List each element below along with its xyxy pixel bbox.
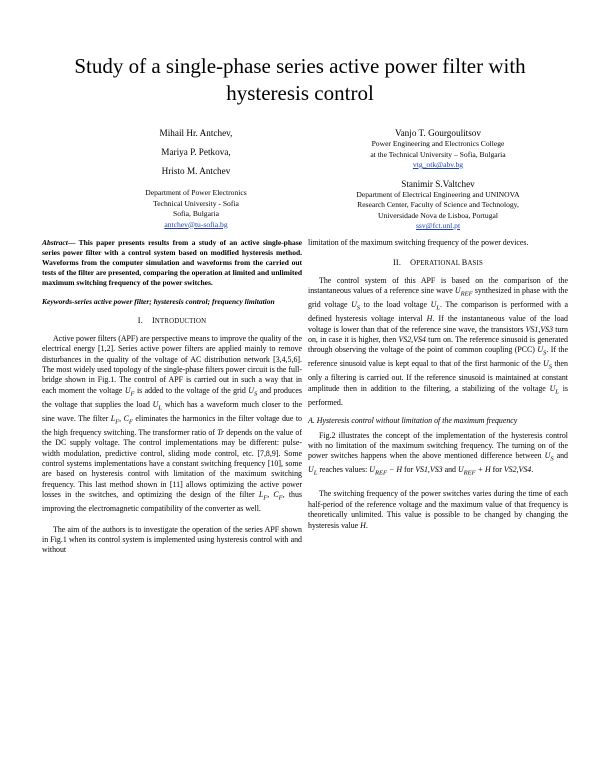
affiliation-line: Department of Electrical Engineering and UNINOVA xyxy=(356,189,520,199)
author-name: Vanjo T. Gourgoulitsov xyxy=(394,128,481,138)
math-expr: $U_{REF} + H$ xyxy=(457,465,491,477)
math-var: $U_S$ xyxy=(351,300,361,312)
right-column xyxy=(308,238,568,534)
math-var: $L_F$ xyxy=(258,490,268,502)
math-var: $L_F$ xyxy=(110,413,120,426)
math-var: H xyxy=(426,314,433,324)
math-expr: $U_{REF} - H$ xyxy=(369,465,403,477)
math-var: $U_L$ xyxy=(308,465,318,477)
affiliation-line: Power Engineering and Electronics College xyxy=(371,139,505,148)
affiliation-line: Universidade Nova de Lisboa, Portugal xyxy=(378,210,498,220)
affiliation-line: Sofia, Bulgaria xyxy=(173,209,219,218)
math-var: $U_S$ xyxy=(543,359,553,371)
math-var: Tr xyxy=(217,427,225,437)
math-var: VS2,VS4 xyxy=(398,335,426,344)
affiliation-line: Department of Power Electronics xyxy=(145,188,247,197)
math-var: $U_L$ xyxy=(549,383,559,396)
author-name: Stanimir S.Valtchev xyxy=(401,178,475,189)
math-var: H xyxy=(360,520,366,530)
email-link[interactable]: vtg_otk@abv.bg xyxy=(412,160,464,169)
keywords: Keywords-series active power filter; hysteresis control; frequency limitation xyxy=(42,296,275,306)
math-var: $U_S$ xyxy=(544,451,554,463)
math-var: VS1,VS3 xyxy=(415,465,443,475)
math-var: $U_L$ xyxy=(152,399,163,412)
section-heading-introduction: I. INTRODUCTION xyxy=(137,316,207,326)
math-var: $C_F$ xyxy=(273,490,283,502)
operational-paragraph-1: The control system of this APF is based on the comparison of the instantaneous values of a reference sine wave $U_{REF}$ synthesized in phase with the grid voltage $U_S$ to the load voltage $U_L$. The comparison is performed with a defined hysteresis voltage interval H. If the instantaneous value of the load voltage is lower than that of the reference sine wave, the transistors VS1,VS3 turn on, in case it is higher, then VS2,VS4 turn on. The reference sinusoid is generated through observing the voltage of the point of common coupling (PCC) $U_S$. If the reference sinusoid value is kept equal to that of the first harmonic of the $U_S$ then only a filtering is carried out. If the reference sinusoid is maintained at constant amplitude then in addition to the filtering, a stabilizing of the voltage $U_L$ is performed. xyxy=(308,275,569,407)
affiliation-line: at the Technical University – Sofia, Bulgaria xyxy=(370,149,506,159)
operational-paragraph-3: The switching frequency of the power switches varies during the time of each half-period of the reference voltage and the maximum value of that frequency is theoretically unlimited. This value is possible to be changed by changing the hysteresis value H. xyxy=(308,489,568,530)
math-var: $C_F$ xyxy=(123,413,133,426)
math-var: VS2,VS4 xyxy=(503,465,532,475)
math-var: $U_{REF}$ xyxy=(454,286,473,298)
author-block-right xyxy=(318,127,558,232)
author-name: Mihail Hr. Antchev, xyxy=(159,128,233,138)
author-block-left xyxy=(96,127,296,230)
affiliation-line: Research Center, Faculty of Science and Technology, xyxy=(357,200,519,209)
intro-paragraph-2: The aim of the authors is to investigate the operation of the series APF shown in Fig.1 when its control system is implemented using hysteresis control with and without xyxy=(42,524,302,555)
math-var: $U_S$ xyxy=(537,345,547,357)
subsection-heading-a: A. Hysteresis control without limitation of the maximum frequency xyxy=(308,416,518,426)
operational-paragraph-2: Fig.2 illustrates the concept of the implementation of the hysteresis control with no limitation of the maximum switching frequency. The turning on of the power switches happens when the above mentioned difference between $U_S$ and $U_L$ reaches values: $U_{REF} - H$ for VS1,VS3 and $U_{REF} + H$ for VS2,VS4. xyxy=(308,430,568,477)
author-name: Mariya P. Petkova, xyxy=(161,147,231,157)
abstract-text: — This paper presents results from a study of an active single-phase series power filter with a control system based on modified hysteresis method. Waveforms from the computer simulation and waveforms from the carried out tests of the filter are presented, comparing the operation at limited and unlimited maximum switching frequency of the power switches. xyxy=(42,238,302,287)
abstract xyxy=(42,238,302,288)
math-var: $U_F$ xyxy=(124,385,135,398)
left-column xyxy=(42,238,302,559)
email-link[interactable]: antchev@tu-sofia.bg xyxy=(164,219,228,229)
intro-paragraph-1: Active power filters (APF) are perspective means to improve the quality of the electrical energy [1,2]. Series active power filters are applied mainly to remove disturbances in the quality of the voltage of AC distribution network [3,4,5,6]. The most widely used topology of the single-phase filters power circuit is the full-bridge shown in Fig.1. The control of APF is carried out in such a way that in each moment the voltage $U_F$ is added to the voltage of the grid $U_S$ and produces the voltage that supplies the load $U_L$ which has a waveform much closer to the sine wave. The filter $L_F$, $C_F$ eliminates the harmonics in the filter voltage due to the high frequency switching. The transformer ratio of Tr depends on the value of the DC supply voltage. The control implementations may be different: pulse-width modulation, predictive control, sliding mode control, etc. [7,8,9]. Some control systems implementations have a constant switching frequency [10], some are based on hysteresis control with limitation of the maximum switching frequency. This last method shown in [11] allows optimizing the active power losses in the switches, and optimizing the design of the filter $L_F$, $C_F$, thus improving the electromagnetic compatibility of the converter as well. xyxy=(42,333,302,514)
author-name: Hristo M. Antchev xyxy=(161,166,231,176)
affiliation-line: Technical University - Sofia xyxy=(153,198,239,208)
continued-paragraph: limitation of the maximum switching frequency of the power devices. xyxy=(308,238,529,247)
math-var: VS1,VS3 xyxy=(525,324,554,334)
email-link[interactable]: ssv@fct.unl.pt xyxy=(415,221,461,230)
paper-title: Study of a single-phase series active power filter with hysteresis control xyxy=(74,54,526,105)
math-var: $U_L$ xyxy=(430,300,440,312)
abstract-label: Abstract xyxy=(42,238,68,247)
section-heading-operational-basis: II. OPERATIONAL BASIS xyxy=(392,258,483,268)
math-var: $U_S$ xyxy=(248,385,258,398)
